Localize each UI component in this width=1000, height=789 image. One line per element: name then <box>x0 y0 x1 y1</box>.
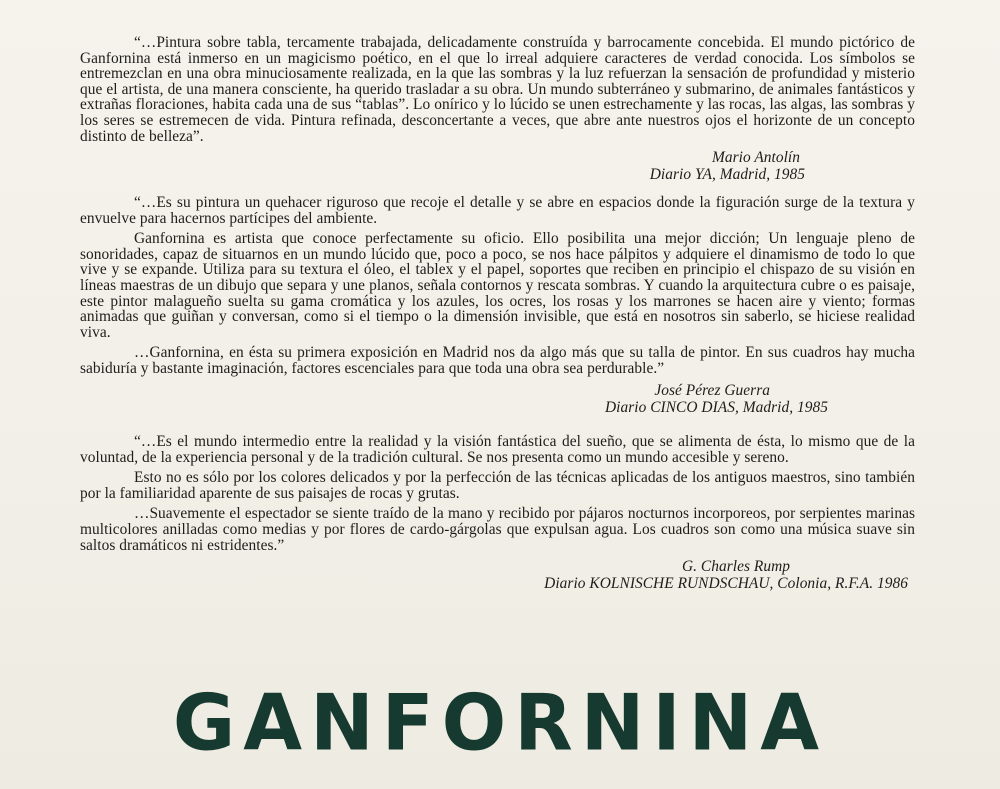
quote-author: G. Charles Rump <box>681 558 790 576</box>
artist-title: GANFORNINA <box>172 677 828 768</box>
quote-paragraph: “…Es el mundo intermedio entre la realidad y la visión fantástica del sueño, que se alimenta de ésta, lo mismo que de la voluntad, de la experiencia personal y de la tradición cultural. Se nos presenta como un mundo accesible y sereno. <box>80 433 915 466</box>
quote-block-2 <box>80 195 915 416</box>
quote-paragraph: “…Es su pintura un quehacer riguroso que recoje el detalle y se abre en espacios donde la figuración surge de la textura y envuelve para hacernos partícipes del ambiente. <box>80 194 915 227</box>
quote-paragraph: “…Pintura sobre tabla, tercamente trabajada, delicadamente construída y barrocamente concebida. El mundo pictórico de Ganfornina está inmerso en un magicismo poético, en el que lo irreal adquiere caracteres de verdad conocida. Los símbolos se entremezclan en una obra minuciosamente realizada, en la que las sombras y la luz refuerzan la sensación de profundidad y misterio que el artista, de una manera consciente, ha querido trasladar a su obra. Un mundo subterráneo y submarino, de animales fantásticos y extrañas floraciones, habita cada una de sus “tablas”. Lo onírico y lo lúcido se unen estrechamente y las rocas, las algas, las sombras y los seres se estremecen de vida. Pintura refinada, desconcertante a veces, que abre ante nuestros ojos el horizonte de un concepto distinto de belleza”. <box>80 34 915 145</box>
quote-paragraph: …Suavemente el espectador se siente traído de la mano y recibido por pájaros nocturnos incorporeos, por serpientes marinas multicolores anilladas como medias y por flores de cardo-gárgolas que expulsan agua. Los cuadros son como una música suave sin saltos dramáticos ni estridentes.” <box>80 505 915 554</box>
quote-source: Diario YA, Madrid, 1985 <box>649 166 805 184</box>
quote-block-3 <box>80 434 915 592</box>
quote-paragraph: Esto no es sólo por los colores delicados y por la perfección de las técnicas aplicadas de los antiguos maestros, sino también por la familiaridad aparente de sus paisajes de rocas y grutas. <box>80 469 915 502</box>
quote-author: Mario Antolín <box>711 149 800 167</box>
quote-source: Diario KOLNISCHE RUNDSCHAU, Colonia, R.F.A. 1986 <box>544 575 908 593</box>
quote-source: Diario CINCO DIAS, Madrid, 1985 <box>604 398 828 416</box>
quote-author: José Pérez Guerra <box>654 381 770 399</box>
quote-paragraph: …Ganfornina, en ésta su primera exposición en Madrid nos da algo más que su talla de pintor. En sus cuadros hay mucha sabiduría y bastante imaginación, factores escenciales para que toda una obra sea perdurable.” <box>80 344 915 377</box>
quote-paragraph: Ganfornina es artista que conoce perfectamente su oficio. Ello posibilita una mejor dicción; Un lenguaje pleno de sonoridades, capaz de situarnos en un mundo lúcido que, poco a poco, se nos hace pálpitos y adquiere el dinamismo de todo lo que vive y se expande. Utiliza para su textura el óleo, el tablex y el papel, soportes que reciben en principio el chispazo de su visión en líneas maestras de un dibujo que separa y une planos, señala contornos y rescata sombras. Y cuando la arquitectura cubre o es paisaje, este pintor malagueño suelta su gama cromática y los azules, los ocres, los rosas y los marrones se hacen aire y viento; formas animadas que guiñan y conversan, como si el tiempo o la dimensión invisible, que está en nosotros sin saberlo, se hiciese realidad viva. <box>80 230 915 341</box>
quote-block-1 <box>80 35 915 183</box>
